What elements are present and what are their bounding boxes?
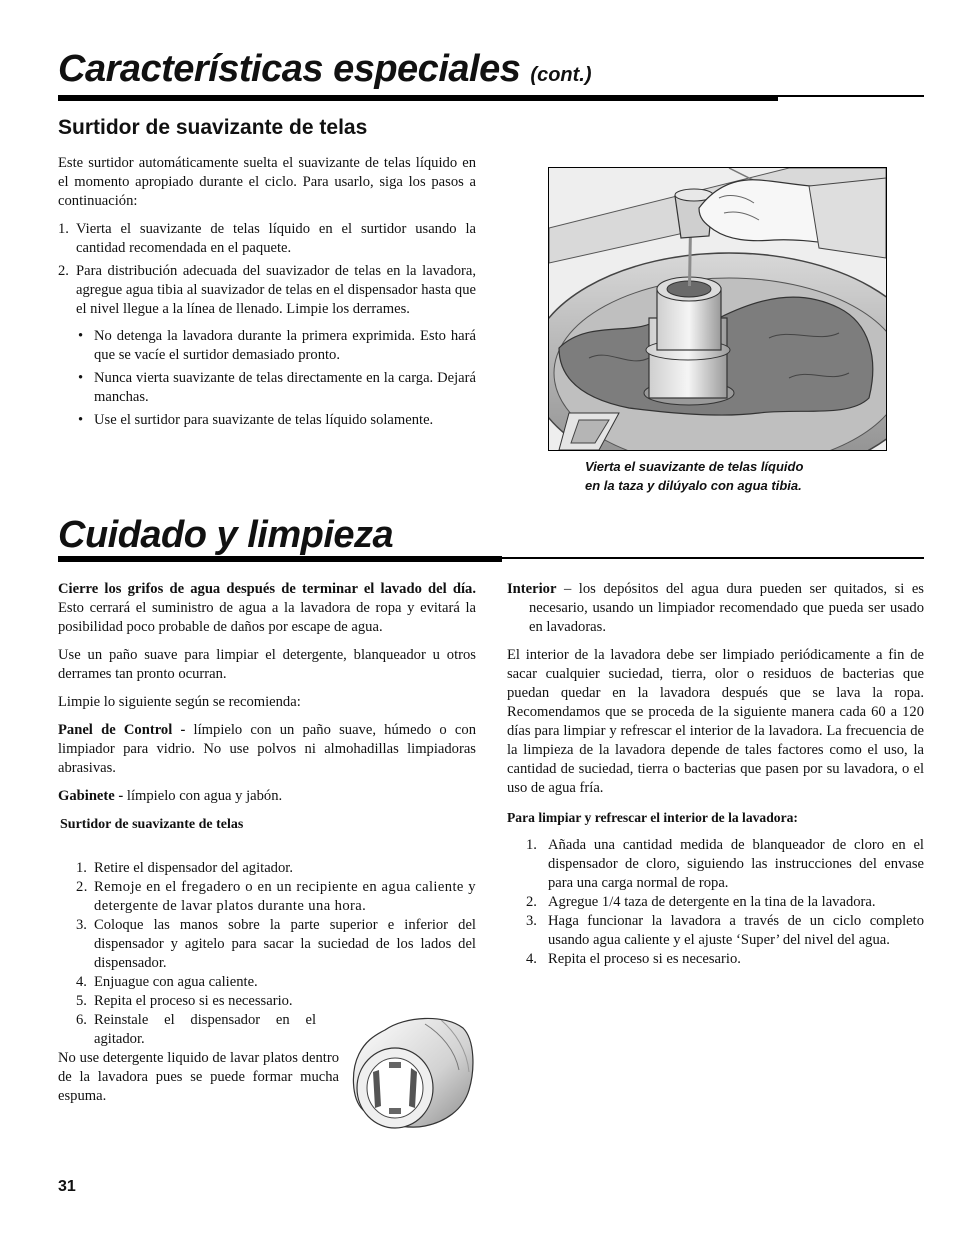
step-number: 2. [58,263,69,279]
softener-bullets [76,327,476,430]
list-item [76,369,476,407]
list-item [526,950,924,969]
step-number: 4. [76,974,87,990]
list-item [58,262,476,319]
step-number: 5. [76,993,87,1009]
page-number: 31 [58,1178,76,1195]
step-number: 2. [526,894,537,910]
control-panel-label: Panel de Control - [58,722,186,738]
interior-cleaning-paragraph: El interior de la lavadora debe ser limpiado periódicamente a fin de sacar cualquier suciedad, tierra, olor o residuos de bacterias que puedan quedar en la lavadora después que se lava la ropa. Recomendamos que se proceda de la siguiente manera cada 60 a 120 días para limpiar y refrescar el interior de la lavadora. La frecuencia de la limpieza de la lavadora depende de tales factores como el uso, la cantidad de suciedad, tierra o bacterias que pasen por su lavadora, o el uso de agua fría. [507,647,924,796]
softener-dispenser-icon [345,1010,477,1132]
cabinet-paragraph [58,787,476,806]
bullet-text: No detenga la lavadora durante la primera exprimida. Esto hará que se vacíe el surtidor demasiado pronto. [94,328,476,363]
step-number: 6. [76,1012,87,1028]
list-item [76,916,476,973]
step-text: Añada una cantidad medida de blanqueador de cloro en el dispensador de cloro, siguiendo las instrucciones del envase para una carga normal de ropa. [548,837,924,891]
step-number: 1. [58,221,69,237]
care-left-column [58,580,476,836]
care-paragraph-1 [58,580,476,637]
step-number: 3. [76,917,87,933]
dispenser-heading: Surtidor de suavizante de telas [60,817,244,832]
list-item [76,859,476,878]
step-number: 1. [526,837,537,853]
step-text: Enjuague con agua caliente. [94,974,258,990]
bullet-text: Use el surtidor para suavizante de telas líquido solamente. [94,412,434,428]
step-text: Haga funcionar la lavadora a través de un ciclo completo usando agua caliente y el ajuste ‘Super’ del nivel del agua. [548,913,924,948]
step-text: Remoje en el fregadero o en un recipiente en agua caliente y detergente de lavar platos durante una hora. [94,879,476,914]
bullet-icon: • [78,370,84,386]
dispenser-note: No use detergente liquido de lavar platos dentro de la lavadora pues se puede formar mucha espuma. [58,1050,339,1104]
list-item [76,992,476,1011]
care-rule-thin [502,557,924,559]
step-text: Repita el proceso si es necessario. [94,993,293,1009]
control-panel-paragraph [58,721,476,778]
step-number: 1. [76,860,87,876]
list-item [58,220,476,258]
softener-heading: Surtidor de suavizante de telas [58,116,368,139]
list-item [526,836,924,893]
step-text: Retire el dispensador del agitador. [94,860,293,876]
step-text: Agregue 1/4 taza de detergente en la tina de la lavadora. [548,894,876,910]
softener-illustration [548,167,887,451]
title-rule-thin [778,95,924,97]
care-paragraph-2: Use un paño suave para limpiar el detergente, blanqueador u otros derrames tan pronto ocurran. [58,647,476,682]
page-title-text: Características especiales [58,48,521,90]
softener-intro: Este surtidor automáticamente suelta el suavizante de telas líquido en el momento apropiado durante el ciclo. Para usarlo, siga los pasos a continuación: [58,155,476,209]
care-right-column [507,580,924,969]
caption-line: en la taza y dilúyalo con agua tibia. [585,478,802,493]
softener-steps [58,220,476,319]
refresh-heading: Para limpiar y refrescar el interior de la lavadora: [507,810,798,825]
step-number: 3. [526,913,537,929]
step-number: 4. [526,951,537,967]
step-text: Repita el proceso si es necesario. [548,951,741,967]
care-p1-rest: Esto cerrará el suministro de agua a la lavadora de ropa y evitará la posibilidad poco probable de daños por escape de agua. [58,600,476,635]
interior-text: – los depósitos del agua dura pueden ser quitados, si es necesario, usando un limpiador recomendado que pueda ser usado en lavadoras. [529,581,924,635]
title-rule-thick [58,95,778,101]
list-item [76,1011,316,1049]
step-text: Vierta el suavizante de telas líquido en el surtidor usando la cantidad recomendada en el paquete. [76,221,476,256]
bullet-text: Nunca vierta suavizante de telas directamente en la carga. Dejará manchas. [94,370,476,405]
control-panel-text: límpielo con un paño suave, húmedo o con limpiador para vidrio. No use polvos ni almohadillas limpiadoras abrasivas. [58,722,477,776]
page-title [58,48,592,91]
illustration-caption [585,457,885,495]
dispenser-illustration [345,1010,477,1132]
refresh-steps [526,836,924,969]
washer-pour-illustration [549,168,886,450]
cabinet-text: límpielo con agua y jabón. [123,788,283,804]
list-item [526,912,924,950]
list-item [526,893,924,912]
list-item [76,973,476,992]
bullet-icon: • [78,328,84,344]
step-text: Reinstale el dispensador en el agitador. [94,1012,316,1047]
page-title-suffix: (cont.) [530,64,592,86]
care-p1-bold: Cierre los grifos de agua después de terminar el lavado del día. [58,581,476,597]
interior-label: Interior [507,581,557,597]
cabinet-label: Gabinete - [58,788,124,804]
step-text: Para distribución adecuada del suavizador de telas en la lavadora, agregue agua tibia al suavizador de telas en el dispensador hasta que el nivel llegue a la línea de llenado. Limpie los derrames. [76,263,476,317]
list-item [76,327,476,365]
care-title: Cuidado y limpieza [58,514,394,556]
step-number: 2. [76,879,88,895]
interior-paragraph [507,580,924,637]
step-text: Coloque las manos sobre la parte superior e inferior del dispensador y agitelo para sacar la suciedad de los lados del dispensador. [94,917,476,971]
bullet-icon: • [78,412,84,428]
list-item [76,411,476,430]
care-paragraph-3: Limpie lo siguiente según se recomienda: [58,694,301,710]
softener-text-block [58,154,476,434]
care-rule-thick [58,556,502,562]
caption-line: Vierta el suavizante de telas líquido [585,459,804,474]
list-item [76,878,476,916]
